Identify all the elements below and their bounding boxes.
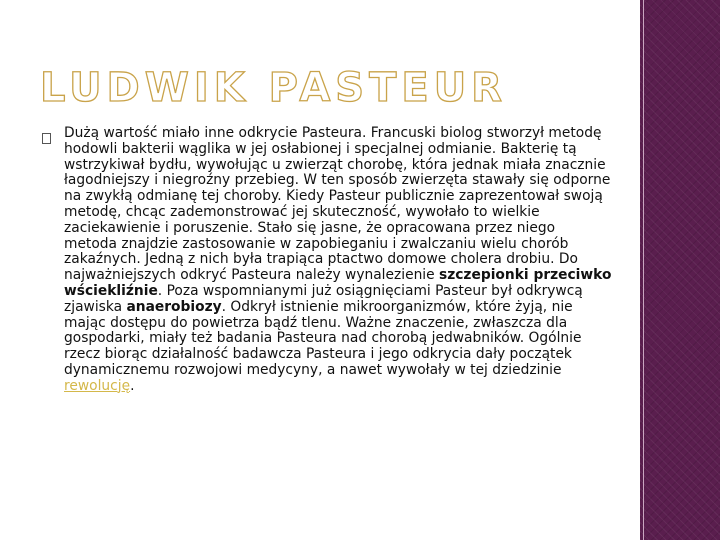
side-band-divider	[643, 0, 644, 540]
slide-title: LUDWIK PASTEUR	[40, 65, 507, 111]
paragraph-bold-anaerobiosis: anaerobiozy	[126, 298, 222, 315]
paragraph-text-1: Dużą wartość miało inne odkrycie Pasteura. Francuski biolog stworzył metodę hodowli bakterii wąglika w jej osłabionej i specjalnej odmianie. Bakterię tą wstrzykiwał bydłu, wywołując u zwierząt chorobę, która jednak miała znacznie łagodniejszy i niegroźny przebieg. W ten sposób zwierzęta stawały się odporne na zwykłą odmianę tej choroby. Kiedy Pasteur publicznie zaprezentował swoją metodę, chcąc zademonstrować jej skuteczność, wywołało to wielkie zaciekawienie i poruszenie. Stało się jasne, że opracowana przez niego metoda znajdzie zastosowanie w zapobieganiu i zwalczaniu wielu chorób zakaźnych. Jedną z nich była trapiąca ptactwo domowe cholera drobiu. Do najważniejszych odkryć Pasteura należy wynalezienie	[64, 125, 611, 284]
paragraph-text-2: . Poza wspomnianymi już osiągnięciami Pasteur był odkrywcą zjawiska	[64, 282, 583, 315]
paragraph-text-3: . Odkrył istnienie mikroorganizmów, które żyją, nie mając dostępu do powietrza bądź tlenu. Ważne znaczenie, zwłaszcza dla gospodarki, miały też badania Pasteura nad chorobą jedwabników. Ogólnie rzecz biorąc działalność badawcza Pasteura i jego odkrycia dały początek dynamicznemu rozwojowi medycyny, a nawet wywołały w tej dziedzinie	[64, 298, 582, 378]
revolution-link[interactable]: rewolucję	[64, 377, 131, 394]
decorative-side-band	[640, 0, 720, 540]
paragraph-text-4: .	[130, 377, 135, 394]
paragraph-bold-vaccine: szczepionki przeciwko wściekliźnie	[64, 267, 612, 299]
square-bullet-icon	[42, 133, 51, 144]
body-paragraph	[64, 126, 612, 395]
